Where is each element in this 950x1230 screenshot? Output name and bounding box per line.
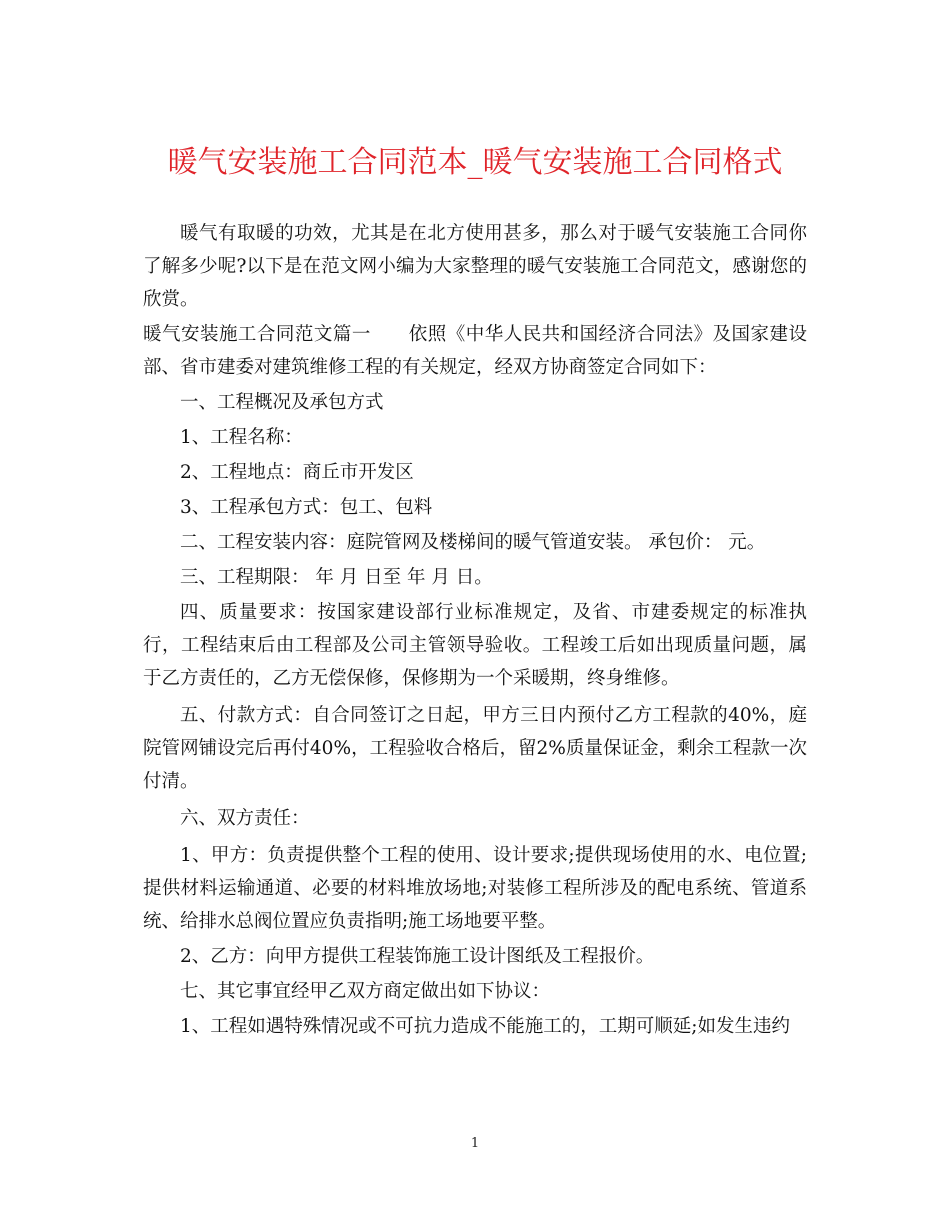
paragraph-section-7: 七、其它事宜经甲乙双方商定做出如下协议：: [180, 981, 551, 1002]
paragraph-item-6-2: 2、乙方：向甲方提供工程装饰施工设计图纸及工程报价。: [180, 946, 655, 967]
paragraph-item-1-2: 2、工程地点：商丘市开发区: [180, 462, 414, 483]
paragraph-item-7-1: 1、工程如遇特殊情况或不可抗力造成不能施工的，工期可顺延;如发生违约: [180, 1016, 791, 1037]
paragraph-item-6-1: 1、甲方：负责提供整个工程的使用、设计要求;提供现场使用的水、电位置;提供材料运输通道、必要的材料堆放场地;对装修工程所涉及的配电系统、管道系统、给排水总阀位置应负责指明;施工场地要平整。: [143, 845, 807, 932]
document-title: 暖气安装施工合同范本_暖气安装施工合同格式: [167, 145, 783, 180]
document-body: [143, 217, 807, 1043]
paragraph-section-3: 三、工程期限： 年 月 日至 年 月 日。: [180, 567, 493, 588]
paragraph-section-5: 五、付款方式：自合同签订之日起，甲方三日内预付乙方工程款的40%，庭院管网铺设完后再付40%，工程验收合格后，留2%质量保证金，剩余工程款一次付清。: [143, 705, 807, 792]
paragraph-item-1-1: 1、工程名称：: [180, 427, 303, 448]
paragraph-intro: 暖气有取暖的功效，尤其是在北方使用甚多，那么对于暖气安装施工合同你了解多少呢?以下是在范文网小编为大家整理的暖气安装施工合同范文，感谢您的欣赏。: [143, 223, 807, 310]
paragraph-preamble: 暖气安装施工合同范文篇一 依照《中华人民共和国经济合同法》及国家建设部、省市建委对建筑维修工程的有关规定，经双方协商签定合同如下：: [143, 324, 807, 378]
paragraph-section-6: 六、双方责任：: [180, 808, 310, 829]
page-number: 1: [470, 1136, 480, 1151]
paragraph-section-4: 四、质量要求：按国家建设部行业标准规定，及省、市建委规定的标准执行，工程结束后由工程部及公司主管领导验收。工程竣工后如出现质量问题，属于乙方责任的，乙方无偿保修，保修期为一个采暖期，终身维修。: [143, 602, 807, 689]
paragraph-section-1: 一、工程概况及承包方式: [180, 392, 384, 413]
paragraph-section-2: 二、工程安装内容：庭院管网及楼梯间的暖气管道安装。 承包价： 元。: [180, 532, 766, 553]
paragraph-item-1-3: 3、工程承包方式：包工、包料: [180, 497, 433, 518]
